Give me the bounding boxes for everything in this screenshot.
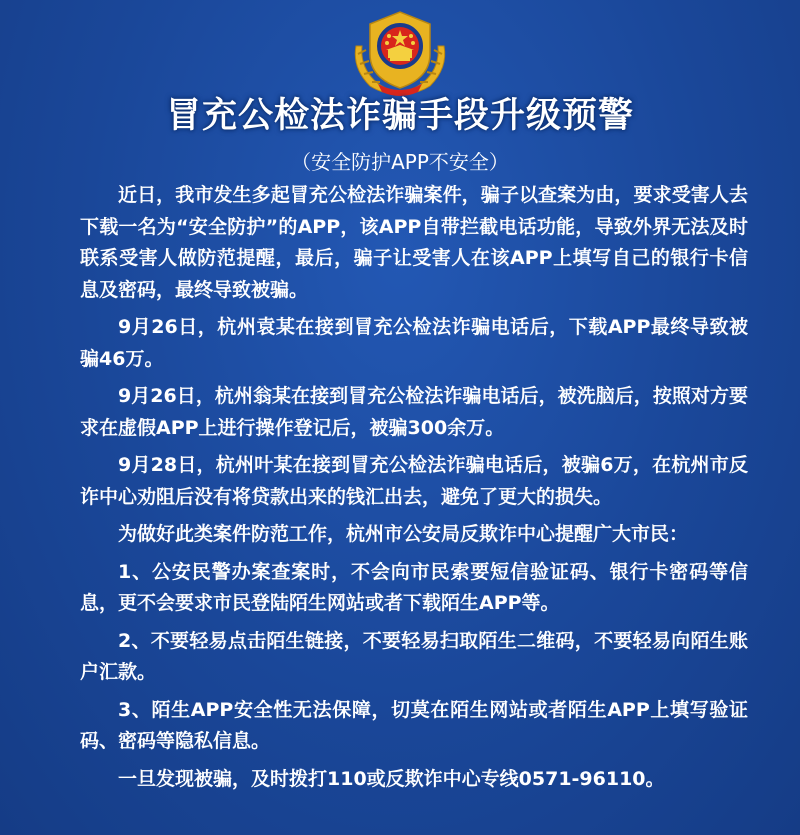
- paragraph-tip-2: 2、不要轻易点击陌生链接，不要轻易扫取陌生二维码，不要轻易向陌生账户汇款。: [80, 629, 748, 683]
- paragraph-case-2: 9月26日，杭州翁某在接到冒充公检法诈骗电话后，被洗脑后，按照对方要求在虚假APP上进行操作登记后，被骗300余万。: [80, 385, 748, 439]
- page-title: 冒充公检法诈骗手段升级预警: [165, 96, 634, 136]
- paragraph-case-3: 9月28日，杭州叶某在接到冒充公检法诈骗电话后，被骗6万，在杭州市反诈中心劝阻后没有将贷款出来的钱汇出去，避免了更大的损失。: [80, 454, 748, 508]
- paragraph-reminder: 为做好此类案件防范工作，杭州市公安局反欺诈中心提醒广大市民：: [118, 523, 689, 545]
- paragraph-hotline: 一旦发现被骗，及时拨打110或反欺诈中心专线0571-96110。: [118, 767, 665, 790]
- page-subtitle: （安全防护APP不安全）: [291, 150, 509, 174]
- paragraph-tip-3: 3、陌生APP安全性无法保障，切莫在陌生网站或者陌生APP上填写验证码、密码等隐私信息。: [80, 698, 748, 752]
- notice-body: [80, 180, 748, 801]
- paragraph-case-1: 9月26日，杭州袁某在接到冒充公检法诈骗电话后，下载APP最终导致被骗46万。: [80, 316, 748, 370]
- paragraph-intro: 近日，我市发生多起冒充公检法诈骗案件，骗子以查案为由，要求受害人去下载一名为“安全防护”的APP，该APP自带拦截电话功能，导致外界无法及时联系受害人做防范提醒，最后，骗子让受害人在该APP上填写自己的银行卡信息及密码，最终导致被骗。: [80, 184, 748, 301]
- police-emblem-icon: [348, 6, 452, 98]
- paragraph-tip-1: 1、公安民警办案查案时，不会向市民索要短信验证码、银行卡密码等信息，更不会要求市民登陆陌生网站或者下载陌生APP等。: [80, 560, 748, 614]
